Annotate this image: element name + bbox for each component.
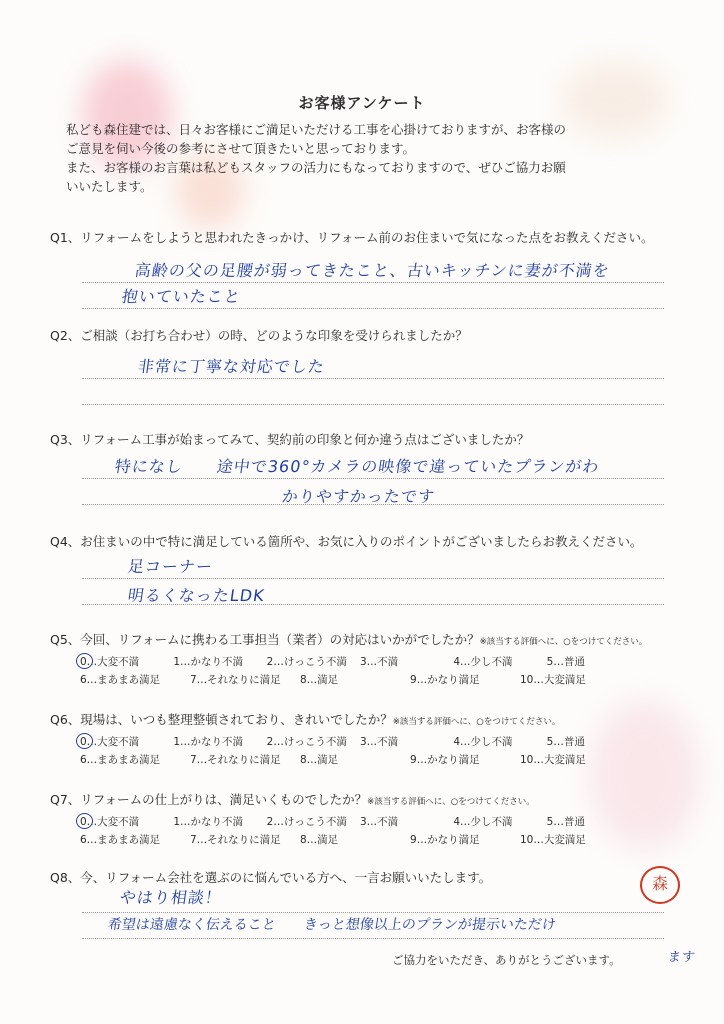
rating-row — [80, 654, 640, 669]
question-7-note: ※該当する評価へに、○をつけてください。 — [367, 797, 535, 807]
survey-title: お客様アンケート — [298, 94, 426, 112]
answer-line — [82, 308, 664, 309]
answer-8-line-2: 希望は遠慮なく伝えること きっと想像以上のプランが提示いただけ — [106, 917, 557, 933]
answer-line — [82, 378, 664, 379]
answer-2: 非常に丁寧な対応でした — [136, 357, 327, 376]
answer-8-line-1: やはり相談！ — [118, 888, 224, 907]
rating-option[interactable]: 2…けっこう不満 — [266, 816, 347, 828]
rating-option[interactable]: 1…かなり不満 — [173, 656, 244, 668]
rating-option[interactable]: 3…不満 — [359, 816, 399, 828]
rating-option[interactable]: 3…不満 — [359, 656, 399, 668]
rating-option[interactable]: 5…普通 — [546, 816, 585, 828]
answer-line — [82, 578, 664, 579]
question-3: Q3、リフォーム工事が始まってみて、契約前の印象と何か違う点はございましたか？ — [50, 432, 530, 447]
rating-scale-q7 — [80, 814, 640, 847]
answer-4-line-1: 足コーナー — [126, 557, 215, 576]
rating-option[interactable]: 8…満足 — [300, 754, 339, 766]
rating-option[interactable]: 1…かなり不満 — [173, 736, 244, 748]
question-6-note: ※該当する評価へに、○をつけてください。 — [392, 717, 561, 727]
selected-rating-circle — [76, 733, 93, 749]
intro-line: また、お客様のお言葉は私どもスタッフの活力にもなっておりますので、ぜひご協力お願 — [66, 160, 566, 175]
answer-1-line-2: 抱いていたこと — [120, 287, 243, 306]
rating-option[interactable]: 1…かなり不満 — [173, 816, 244, 828]
rating-scale-q5 — [80, 654, 640, 687]
rating-option[interactable]: 4…少し不満 — [453, 816, 513, 828]
rating-option[interactable]: 9…かなり満足 — [410, 674, 480, 686]
rating-option[interactable]: 10…大変満足 — [520, 674, 586, 686]
rating-option[interactable]: 4…少し不満 — [453, 736, 513, 748]
rating-row — [80, 734, 640, 749]
rating-option[interactable]: 8…満足 — [300, 674, 339, 686]
rating-option[interactable]: 10…大変満足 — [520, 754, 586, 766]
answer-1-line-1: 高齢の父の足腰が弱ってきたこと、古いキッチンに妻が不満を — [133, 261, 612, 280]
rating-option[interactable]: 7…それなりに満足 — [190, 754, 281, 766]
company-stamp: 森 — [640, 866, 680, 904]
intro-line: ご意見を伺い今後の参考にさせて頂きたいと思っております。 — [66, 141, 416, 156]
selected-rating-circle — [76, 813, 93, 829]
rating-option[interactable]: 7…それなりに満足 — [190, 834, 281, 846]
answer-8-line-3: ます — [666, 950, 697, 965]
rating-option[interactable]: 8…満足 — [300, 834, 339, 846]
rating-row — [80, 752, 640, 767]
intro-line: いいたします。 — [66, 179, 153, 194]
question-4: Q4、お住まいの中で特に満足している箇所や、お気に入りのポイントがございましたらお教えください。 — [50, 534, 643, 549]
question-6 — [50, 710, 560, 728]
selected-rating-circle — [76, 653, 93, 669]
intro-line: 私ども森住建では、日々お客様にご満足いただける工事を心掛けておりますが、お客様の — [66, 122, 567, 137]
question-7 — [50, 790, 535, 808]
rating-option[interactable]: 4…少し不満 — [453, 656, 513, 668]
answer-line — [82, 404, 664, 405]
question-6-text: Q6、現場は、いつも整理整頓されており、きれいでしたか？ — [50, 712, 393, 727]
rating-option[interactable]: 5…普通 — [546, 656, 585, 668]
question-8: Q8、今、リフォーム会社を選ぶのに悩んでいる方へ、一言お願いいたします。 — [50, 870, 492, 885]
rating-scale-q6 — [80, 734, 640, 767]
question-2: Q2、ご相談（お打ち合わせ）の時、どのような印象を受けられましたか？ — [50, 328, 468, 343]
rating-option[interactable]: 10…大変満足 — [520, 834, 586, 846]
rating-row — [80, 832, 640, 847]
answer-3-line-2: かりやすかったです — [280, 487, 437, 506]
answer-3-line-1: 特になし 途中で360°カメラの映像で違っていたプランがわ — [113, 457, 601, 476]
question-5-text: Q5、今回、リフォームに携わる工事担当（業者）の対応はいかがでしたか？ — [50, 632, 480, 647]
rating-option[interactable]: 9…かなり満足 — [410, 754, 480, 766]
answer-4-line-2: 明るくなったLDK — [126, 586, 266, 605]
rating-option[interactable]: 6…まあまあ満足 — [80, 754, 161, 766]
rating-option[interactable]: 0…大変不満 — [80, 736, 140, 748]
rating-option[interactable]: 2…けっこう不満 — [266, 736, 347, 748]
answer-line — [82, 282, 664, 283]
rating-row — [80, 814, 640, 829]
question-5 — [50, 630, 647, 648]
rating-option[interactable]: 2…けっこう不満 — [266, 656, 347, 668]
rating-option[interactable]: 9…かなり満足 — [410, 834, 480, 846]
rating-option[interactable]: 6…まあまあ満足 — [80, 674, 161, 686]
rating-option[interactable]: 5…普通 — [546, 736, 585, 748]
question-1: Q1、リフォームをしようと思われたきっかけ、リフォーム前のお住まいで気になった点をお教えください。 — [50, 230, 654, 245]
question-5-note: ※該当する評価へに、○をつけてください。 — [479, 637, 648, 647]
answer-line — [82, 912, 664, 913]
intro-text — [66, 120, 666, 196]
rating-option[interactable]: 7…それなりに満足 — [190, 674, 281, 686]
closing-message: ご協力をいただき、ありがとうございます。 — [392, 953, 621, 967]
answer-line — [82, 938, 664, 939]
rating-option[interactable]: 0…大変不満 — [80, 816, 140, 828]
rating-option[interactable]: 0…大変不満 — [80, 656, 140, 668]
question-7-text: Q7、リフォームの仕上がりは、満足いくものでしたか？ — [50, 792, 368, 807]
rating-option[interactable]: 6…まあまあ満足 — [80, 834, 161, 846]
answer-line — [82, 478, 664, 479]
rating-option[interactable]: 3…不満 — [359, 736, 399, 748]
rating-row — [80, 672, 640, 687]
